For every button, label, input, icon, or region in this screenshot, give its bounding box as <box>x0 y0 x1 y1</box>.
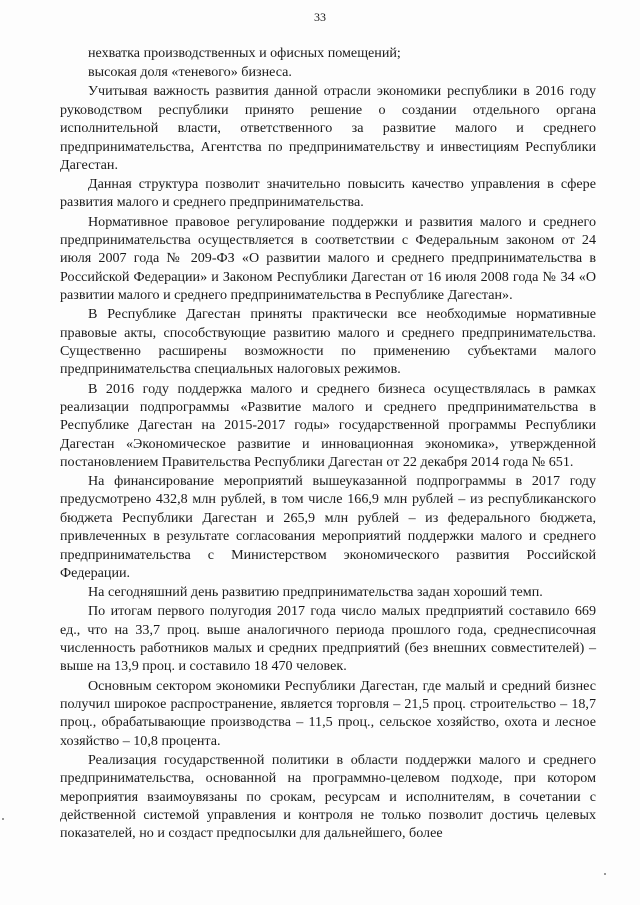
paragraph: В 2016 году поддержка малого и среднего бизнеса осуществлялась в рамках реализации подпрограммы «Развитие малого и среднего предпринимательства в Республике Дагестан на 2015-2017 годы» государственной программы Республики Дагестан «Экономическое развитие и инновационная экономика», утвержденной постановлением Правительства Республики Дагестан от 22 декабря 2014 года № 651. <box>60 380 596 470</box>
paragraph: Реализация государственной политики в области поддержки малого и среднего предпринимательства, основанной на программно-целевом подходе, при котором мероприятия взаимоувязаны по срокам, ресурсам и исполнителям, в сочетании с действенной системой управления и контроля не только позволит достичь целевых показателей, но и создаст предпосылки для дальнейшего, более <box>60 751 596 842</box>
paragraph: высокая доля «теневого» бизнеса. <box>88 64 292 81</box>
paragraph: По итогам первого полугодия 2017 года число малых предприятий составило 669 ед., что на 33,7 проц. выше аналогичного периода прошлого года, среднесписочная численность работников малых и средних предприятий (без внешних совместителей) – выше на 13,9 проц. и составило 18 470 человек. <box>60 603 596 675</box>
paragraph: Нормативное правовое регулирование поддержки и развития малого и среднего предпринимательства осуществляется в соответствии с Федеральным законом от 24 июля 2007 года № 209-ФЗ «О развитии малого и среднего предпринимательства в Российской Федерации» и Законом Республики Дагестан от 16 июля 2008 года № 34 «О развитии малого и среднего предпринимательства в Республике Дагестан». <box>60 213 596 304</box>
paragraph: Основным сектором экономики Республики Дагестан, где малый и средний бизнес получил широкое распространение, является торговля – 21,5 проц. строительство – 18,7 проц., обрабатывающие производства – 11,5 проц., сельское хозяйство, охота и лесное хозяйство – 10,8 процента. <box>60 677 596 749</box>
paragraph: Данная структура позволит значительно повысить качество управления в сфере развития малого и среднего предпринимательства. <box>60 176 596 211</box>
paragraph: В Республике Дагестан приняты практически все необходимые нормативные правовые акты, способствующие развитию малого и среднего предпринимательства. Существенно расширены возможности по применению субъектами малого предпринимательства специальных налоговых режимов. <box>60 306 596 378</box>
paragraph: На сегодняшний день развитию предпринимательства задан хороший темп. <box>88 584 543 601</box>
paragraph: На финансирование мероприятий вышеуказанной подпрограммы в 2017 году предусмотрено 432,8 млн рублей, в том числе 166,9 млн рублей – из республиканского бюджета Республики Дагестан и 265,9 млн рублей – из федерального бюджета, привлеченных в результате согласования мероприятий поддержки малого и среднего предпринимательства с Министерством экономического развития Российской Федерации. <box>60 473 596 581</box>
paragraph: Учитывая важность развития данной отрасли экономики республики в 2016 году руководством республики принято решение о создании отдельного органа исполнительной власти, ответственного за развитие малого и среднего предпринимательства, Агентства по предпринимательству и инвестициям Республики Дагестан. <box>60 83 596 173</box>
paragraph: нехватка производственных и офисных помещений; <box>88 45 401 61</box>
scan-speck <box>2 818 4 820</box>
scan-speck <box>604 873 606 875</box>
page-number: 33 <box>314 10 326 24</box>
document-body <box>60 44 596 843</box>
